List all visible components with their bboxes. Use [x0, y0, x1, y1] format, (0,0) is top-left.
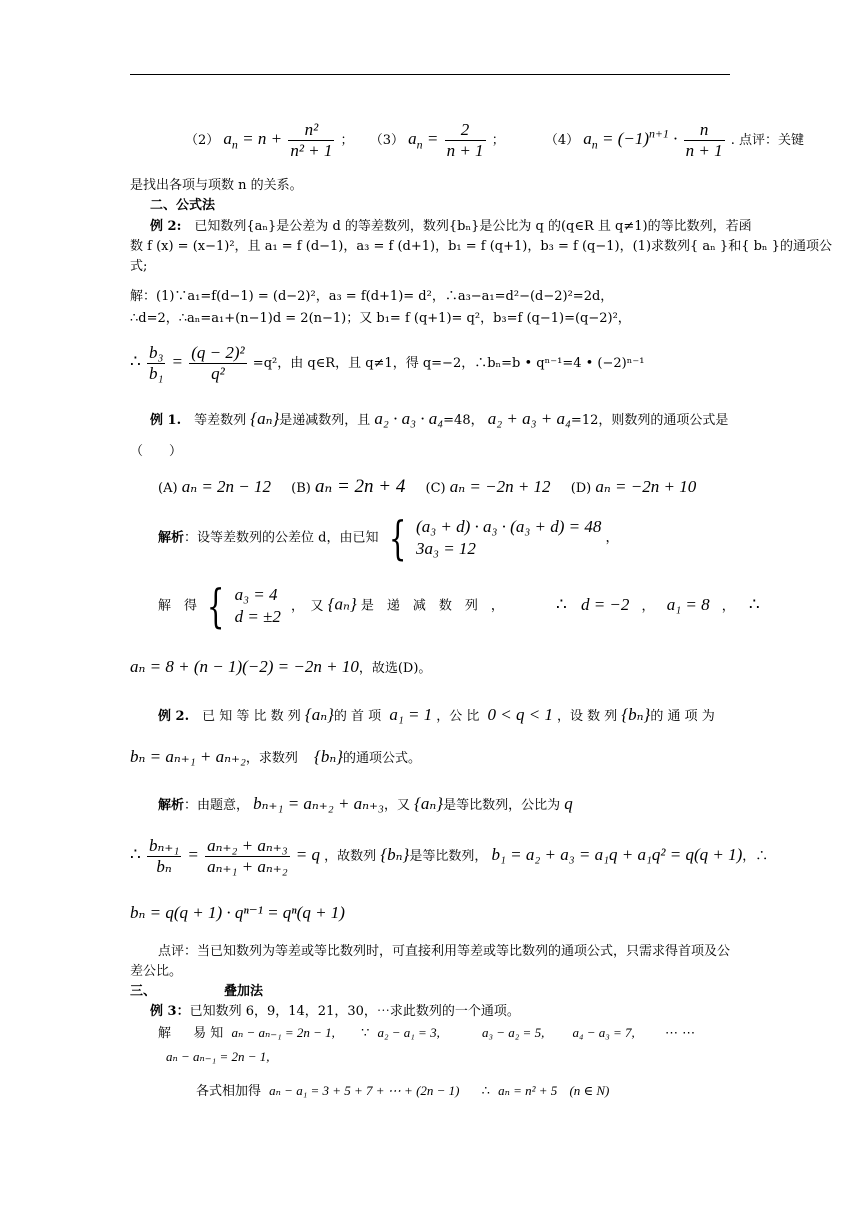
section-heading-3: 三、 叠加法 [130, 984, 264, 999]
fraction-bn: $\frac{\text{bₙ₊₁}}{\text{bₙ}}$ [148, 836, 180, 876]
example-2b-line2: bₙ = aₙ₊₁ + aₙ₊₂，求数列 {bₙ}的通项公式。 [130, 747, 422, 766]
fraction-b3-b1: $\frac{\text{b₃}}{\text{b₁}}$ [148, 343, 164, 383]
fraction-2: $\frac{\text{n²}}{\text{n² + 1}}$ [290, 120, 333, 160]
option-a-label: (A) [158, 481, 178, 496]
solution-line2: ∴d=2，∴aₙ=a₁+(n−1)d = 2(n−1)；又 b₁= f (q+1)= q²，b₃=f (q−1)=(q−2)²， [130, 311, 631, 326]
option-c: aₙ = −2n + 12 [449, 477, 551, 496]
header-rule [130, 74, 730, 75]
fraction-q: $\frac{\text{(q − 2)²}}{\text{q²}}$ [191, 343, 245, 383]
option-b: aₙ = 2n + 4 [315, 476, 406, 497]
example-3-solution-2: aₙ − aₙ₋₁ = 2n − 1, [166, 1049, 270, 1064]
example-3-solution-3: 各式相加得 aₙ − a₁ = 3 + 5 + 7 + ⋯ + (2n − 1) ∴ aₙ = n² + 5 (n ∈ N) [196, 1083, 610, 1099]
remark-line2: 差公比。 [130, 964, 183, 979]
option-a: aₙ = 2n − 12 [181, 477, 272, 496]
remark-line1: 点评：当已知数列为等差或等比数列时，可直接利用等差或等比数列的通项公式，只需求得首项及公 [158, 944, 731, 959]
option-d: aₙ = −2n + 10 [595, 477, 697, 496]
option-c-label: (C) [425, 481, 446, 496]
example-3-stem: 例 3：已知数列 6，9，14，21，30，⋯求此数列的一个通项。 [150, 1004, 520, 1019]
analysis-2: 解 得 { a₃ = 4 d = ±2 ， 又 {aₙ} 是 递 减 数 列 ， ∴ d = −2 ， a₁ = 8 ， ∴ [158, 579, 760, 633]
label-4: （4） [544, 133, 580, 148]
example-3-solution-1: 解 易 知 aₙ − aₙ₋₁ = 2n − 1, ∵ a₂ − a₁ = 3, a₃ − a₂ = 5, a₄ − a₃ = 7, ⋯ ⋯ [158, 1025, 696, 1041]
label-2: （2） [185, 133, 220, 148]
option-b-label: (B) [291, 481, 311, 496]
answer-paren: （ ） [130, 444, 183, 459]
answer-line: （2） $a_n = n$ + $\frac{\text{n²}}{\text{n² + 1}}$ ； （3） $a_n$ = $\frac{2}{n + 1}$ ； （4） $a_n = (-1)^{n+1}$ · $\frac{n}{n + 1}$ . 点评：关键 [185, 120, 805, 160]
example-1-stem: 例 1. 等差数列 {aₙ}是递减数列，且 a₂ · a₃ · a₄=48， a₂ + a₃ + a₄=12，则数列的通项公式是 [150, 409, 729, 428]
fraction-4: $\frac{n}{n + 1}$ [685, 120, 723, 160]
analysis-3: aₙ = 8 + (n − 1)(−2) = −2n + 10，故选(D)。 [130, 657, 432, 676]
text-line: 是找出各项与项数 n 的关系。 [130, 178, 303, 193]
example-2-line1: 例 2: 已知数列{aₙ}是公差为 d 的等差数列，数列{bₙ}是公比为 q 的(q∈R 且 q≠1)的等比数列，若函 [150, 219, 752, 234]
analysis-2b-1: 解析：由题意， bₙ₊₁ = aₙ₊₂ + aₙ₊₃，又 {aₙ}是等比数列，公比为 q [158, 794, 573, 813]
example-2-line2: 数 f (x) = (x−1)²，且 a₁ = f (d−1)，a₃ = f (d+1)，b₁ = f (q+1)，b₃ = f (q−1)，(1)求数列{ aₙ }和{ bₙ }的通项公 [130, 239, 832, 254]
option-d-label: (D) [570, 481, 592, 496]
equation-system-1: (a₃ + d) · a₃ · (a₃ + d) = 48 3a₃ = 12 [416, 517, 602, 558]
example-2-line3: 式; [130, 259, 148, 274]
equation-system-2: a₃ = 4 d = ±2 [234, 585, 281, 626]
solution-line3: ∴ $\frac{\text{b₃}}{\text{b₁}}$ = $\frac{\text{(q − 2)²}}{\text{q²}}$ =q²，由 q∈R，且 q≠1，得 q=−2，∴bₙ=b • qⁿ⁻¹=4 • (−2)ⁿ⁻¹ [130, 343, 645, 383]
fraction-an: $\frac{\text{aₙ₊₂ + aₙ₊₃}}{\text{aₙ₊₁ + aₙ₊₂}}$ [207, 836, 288, 876]
analysis-2b-2: ∴ $\frac{\text{bₙ₊₁}}{\text{bₙ}}$ = $\frac{\text{aₙ₊₂ + aₙ₊₃}}{\text{aₙ₊₁ + aₙ₊₂}}$ = q ，故数列 {bₙ}是等比数列， b₁ = a₂ + a₃ = a₁q + a₁q² = q(q + 1)，∴ [130, 836, 769, 876]
options-line [158, 478, 696, 498]
fraction-3: $\frac{2}{n + 1}$ [446, 120, 484, 160]
label-3: （3） [369, 133, 404, 148]
section-heading-2: 二、公式法 [150, 198, 216, 213]
analysis-1: 解析：设等差数列的公差位 d，由已知 { (a₃ + d) · a₃ · (a₃ + d) = 48 3a₃ = 12 ， [158, 511, 619, 565]
example-2b-stem: 例 2. 已 知 等 比 数 列 {aₙ}的 首 项 a₁ = 1 ，公 比 0 < q < 1 ，设 数 列 {bₙ}的 通 项 为 [158, 705, 715, 724]
solution-line1: 解：(1)∵a₁=f(d−1) = (d−2)²，a₃ = f(d+1)= d²，∴a₃−a₁=d²−(d−2)²=2d， [130, 289, 614, 304]
analysis-2b-3: bₙ = q(q + 1) · qⁿ⁻¹ = qⁿ(q + 1) [130, 903, 345, 922]
